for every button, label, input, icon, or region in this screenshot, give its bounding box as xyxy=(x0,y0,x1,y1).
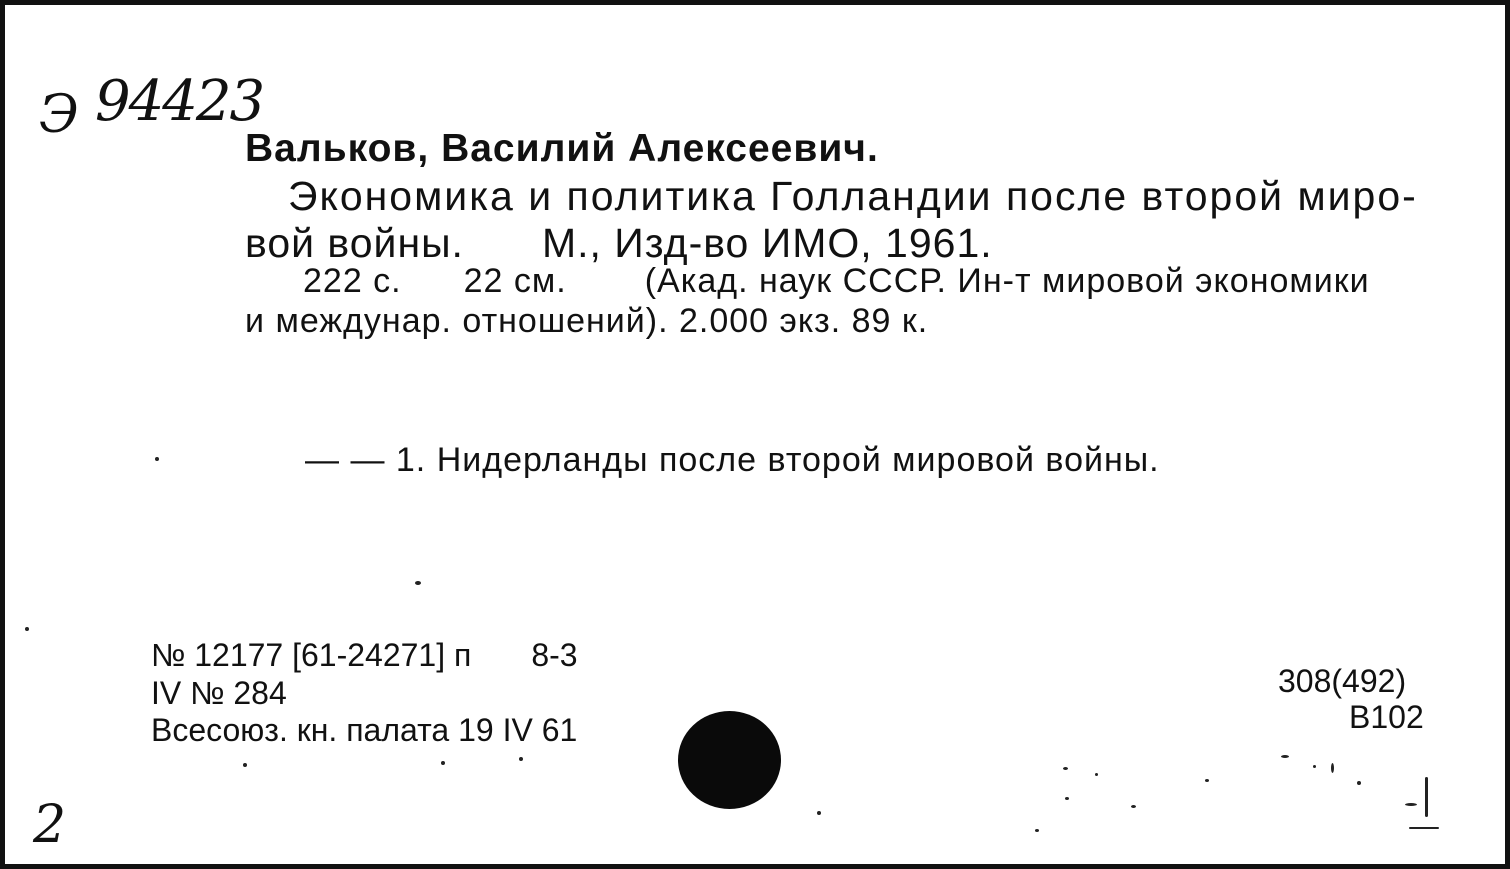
ink-speck xyxy=(1065,797,1069,800)
ink-speck xyxy=(1425,777,1428,817)
author-heading: Вальков, Василий Алексеевич. xyxy=(245,127,879,170)
ink-speck xyxy=(519,757,523,761)
ink-speck xyxy=(1313,765,1316,768)
ink-speck xyxy=(25,627,29,631)
imprint-line-3: Всесоюз. кн. палата 19 IV 61 xyxy=(151,712,578,748)
ink-speck xyxy=(155,457,159,461)
punch-hole xyxy=(678,711,781,809)
ink-speck xyxy=(1205,779,1209,782)
ink-speck xyxy=(1131,805,1136,808)
ink-speck xyxy=(415,581,421,585)
subject-tracing: — — 1. Нидерланды после второй мировой войны. xyxy=(305,441,1160,479)
ink-speck xyxy=(1035,829,1039,832)
ink-speck xyxy=(1331,763,1334,773)
stamp-letter: Э xyxy=(39,85,80,145)
ink-speck xyxy=(1409,827,1439,829)
handwritten-shelf-mark: 2 xyxy=(33,795,67,855)
ink-speck xyxy=(817,811,821,815)
imprint-line-2: IV № 284 xyxy=(151,675,287,711)
imprint-line-1 xyxy=(151,637,578,674)
classification-code-1: 308(492) xyxy=(1278,663,1407,699)
ink-speck xyxy=(1063,767,1068,770)
physical-description-line-1 xyxy=(303,262,1370,301)
ink-speck xyxy=(243,763,247,767)
printing-code: 8-3 xyxy=(531,637,578,673)
ink-speck xyxy=(1095,773,1098,776)
title-line-1: Экономика и политика Голландии после второй миро- xyxy=(288,173,1418,219)
title-continuation: вой войны. xyxy=(245,220,464,266)
registration-number: № 12177 [61-24271] п xyxy=(151,637,472,673)
ink-speck xyxy=(1405,803,1417,806)
accession-number: 94423 xyxy=(95,69,264,134)
page-count: 222 с. xyxy=(303,262,402,300)
series-note-start: (Акад. наук СССР. Ин-т мировой экономики xyxy=(644,262,1370,300)
book-size: 22 см. xyxy=(463,262,567,300)
ink-speck xyxy=(1357,781,1361,785)
physical-description-line-2: и междунар. отношений). 2.000 экз. 89 к. xyxy=(245,302,929,340)
title-line-2 xyxy=(245,220,993,267)
ink-speck xyxy=(1281,755,1289,758)
classification-code-2: В102 xyxy=(1349,699,1424,735)
ink-speck xyxy=(441,761,445,765)
publication-info: М., Изд-во ИМО, 1961. xyxy=(541,220,993,266)
